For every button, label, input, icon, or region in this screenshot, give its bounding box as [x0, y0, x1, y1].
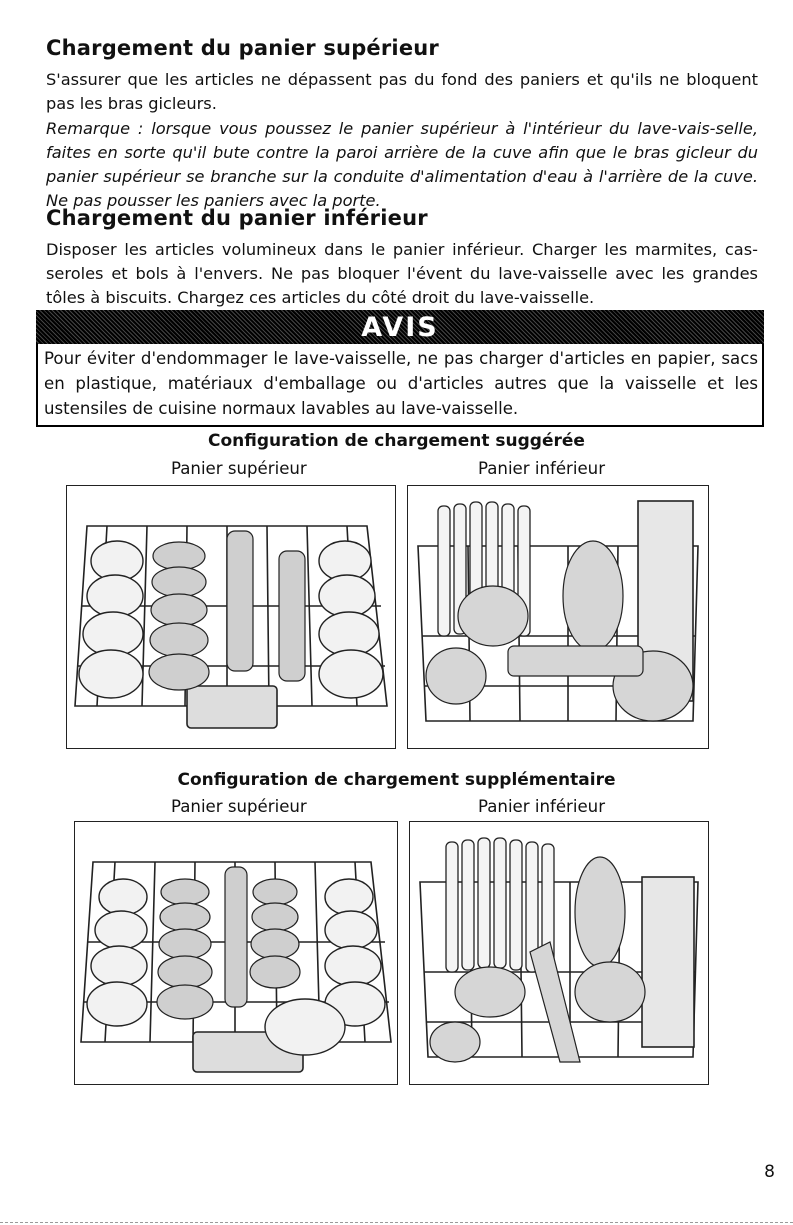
lower-rack-drawing [408, 486, 708, 748]
section-heading-upper-rack: Chargement du panier supérieur [46, 36, 439, 60]
lower-rack-illustration-additional [409, 821, 709, 1085]
upper-rack-instructions: S'assurer que les articles ne dépassent pas du fond des paniers et qu'ils ne bloquent pas les bras gicleurs. [46, 70, 758, 113]
notice-box [36, 344, 764, 427]
notice-title: AVIS [361, 311, 439, 343]
figure1-lower-label: Panier inférieur [478, 459, 606, 478]
figure2-upper-label: Panier supérieur [171, 797, 307, 816]
figure-title-additional: Configuration de chargement supplémentaire [177, 770, 616, 790]
notice-text: Pour éviter d'endommager le lave-vaisselle, ne pas charger d'articles en papier, sacs en plastique, matériaux d'emballage ou d'articles autres que la vaisselle et les ustensiles de cuisine normaux lavables au lave-vaisselle. [44, 349, 758, 418]
figure1-upper-label: Panier supérieur [171, 459, 307, 478]
lower-rack-illustration-suggested [407, 485, 709, 749]
upper-rack-drawing [67, 486, 395, 748]
section-heading-lower-rack: Chargement du panier inférieur [46, 206, 428, 230]
upper-rack-illustration-suggested [66, 485, 396, 749]
upper-rack-illustration-additional [74, 821, 398, 1085]
figure2-lower-label: Panier inférieur [478, 797, 606, 816]
lower-rack-instructions: Disposer les articles volumineux dans le panier inférieur. Charger les marmites, cas-seroles et bols à l'envers. Ne pas bloquer l'évent du lave-vaisselle avec les grandes tôles à biscuits. Chargez ces articles du côté droit du lave-vaisselle. [46, 240, 758, 307]
upper-rack-drawing-2 [75, 822, 397, 1084]
lower-rack-drawing-2 [410, 822, 708, 1084]
bottom-rule [0, 1222, 793, 1223]
upper-rack-note: Remarque : lorsque vous poussez le panier supérieur à l'intérieur du lave-vais-selle, faites en sorte qu'il bute contre la paroi arrière de la cuve afin que le bras gicleur du panier supérieur se branche sur la conduite d'alimentation d'eau à l'arrière de la cuve. Ne pas pousser les paniers avec la porte. [46, 119, 758, 210]
figure-title-suggested: Configuration de chargement suggérée [208, 431, 585, 451]
notice-banner [36, 310, 764, 344]
page-number: 8 [764, 1162, 775, 1182]
